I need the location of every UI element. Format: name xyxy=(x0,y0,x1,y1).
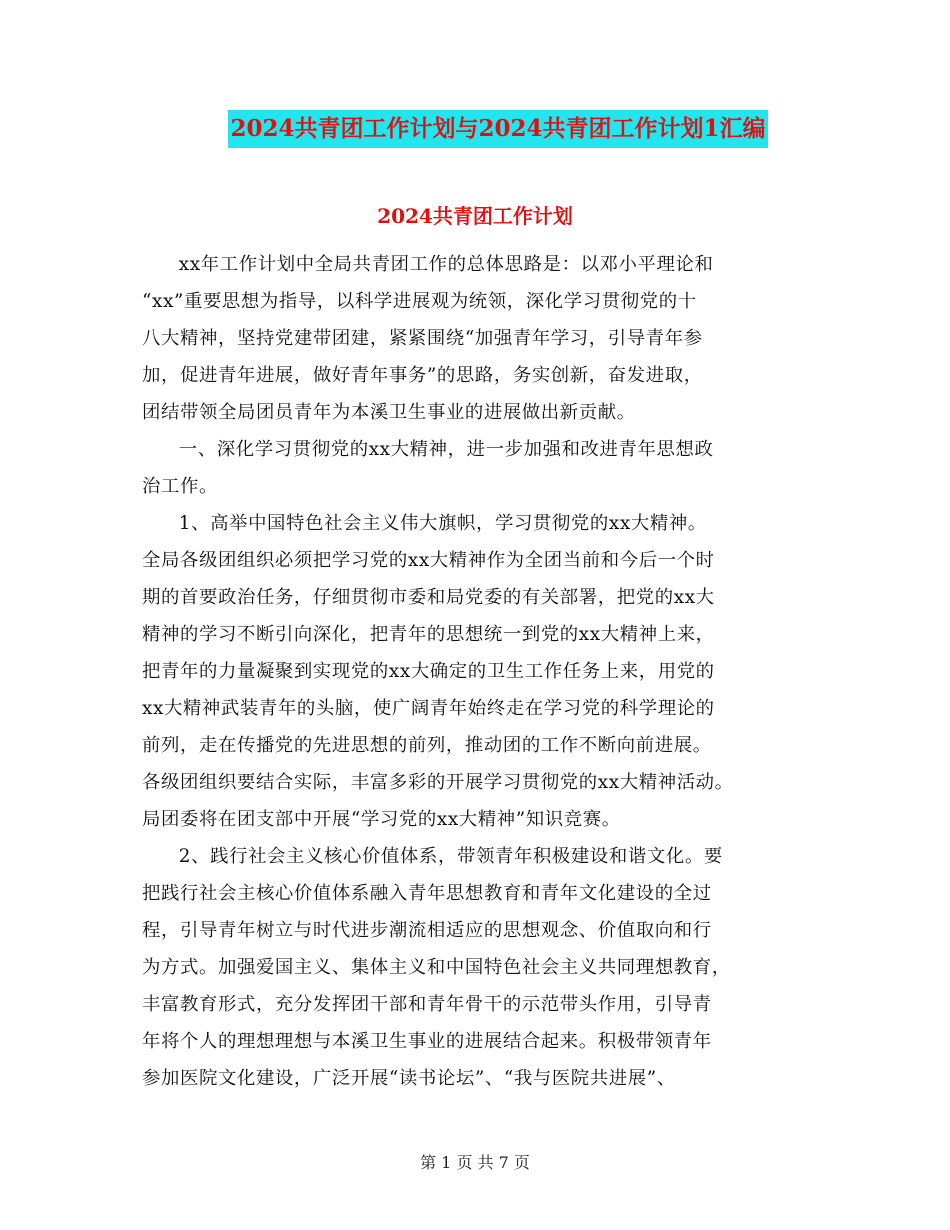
document-body xyxy=(142,246,822,1097)
body-line: 2、践行社会主义核心价值体系，带领青年积极建设和谐文化。要 xyxy=(178,846,723,867)
body-line: 把青年的力量凝聚到实现党的xx大确定的卫生工作任务上来，用党的 xyxy=(142,661,715,682)
body-line: 年将个人的理想理想与本溪卫生事业的进展结合起来。积极带领青年 xyxy=(142,1031,712,1052)
body-line: 参加医院文化建设，广泛开展“读书论坛”、“我与医院共进展”、 xyxy=(142,1068,676,1089)
body-line: 加，促进青年进展，做好青年事务”的思路，务实创新，奋发进取， xyxy=(142,365,703,386)
body-line: xx年工作计划中全局共青团工作的总体思路是：以邓小平理论和 xyxy=(178,254,714,275)
body-line: 1、高举中国特色社会主义伟大旗帜，学习贯彻党的xx大精神。 xyxy=(178,513,707,534)
document-title: 2024共青团工作计划与2024共青团工作计划1汇编 xyxy=(228,110,767,148)
body-line: “xx”重要思想为指导，以科学进展观为统领，深化学习贯彻党的十 xyxy=(142,291,697,312)
title-container xyxy=(0,110,950,148)
section-title: 2024共青团工作计划 xyxy=(377,204,573,228)
body-line: 团结带领全局团员青年为本溪卫生事业的进展做出新贡献。 xyxy=(142,402,636,423)
page-footer: 第 1 页 共 7 页 xyxy=(420,1153,530,1172)
body-line: 全局各级团组织必须把学习党的xx大精神作为全团当前和今后一个时 xyxy=(142,550,715,571)
body-line: 程，引导青年树立与时代进步潮流相适应的思想观念、价值取向和行 xyxy=(142,920,712,941)
body-line: 前列，走在传播党的先进思想的前列，推动团的工作不断向前进展。 xyxy=(142,735,712,756)
body-line: 治工作。 xyxy=(142,476,218,497)
body-line: 各级团组织要结合实际，丰富多彩的开展学习贯彻党的xx大精神活动。 xyxy=(142,772,734,793)
body-line: 局团委将在团支部中开展“学习党的xx大精神”知识竞赛。 xyxy=(142,809,621,830)
body-line: 精神的学习不断引向深化，把青年的思想统一到党的xx大精神上来， xyxy=(142,624,715,645)
body-line: xx大精神武装青年的头脑，使广阔青年始终走在学习党的科学理论的 xyxy=(142,698,715,719)
body-line: 期的首要政治任务，仔细贯彻市委和局党委的有关部署，把党的xx大 xyxy=(142,587,715,608)
body-line: 把践行社会主核心价值体系融入青年思想教育和青年文化建设的全过 xyxy=(142,883,712,904)
body-line: 丰富教育形式，充分发挥团干部和青年骨干的示范带头作用，引导青 xyxy=(142,994,712,1015)
body-line: 八大精神，坚持党建带团建，紧紧围绕“加强青年学习，引导青年参 xyxy=(142,328,703,349)
body-line: 为方式。加强爱国主义、集体主义和中国特色社会主义共同理想教育， xyxy=(142,957,731,978)
body-line: 一、深化学习贯彻党的xx大精神，进一步加强和改进青年思想政 xyxy=(178,439,714,460)
